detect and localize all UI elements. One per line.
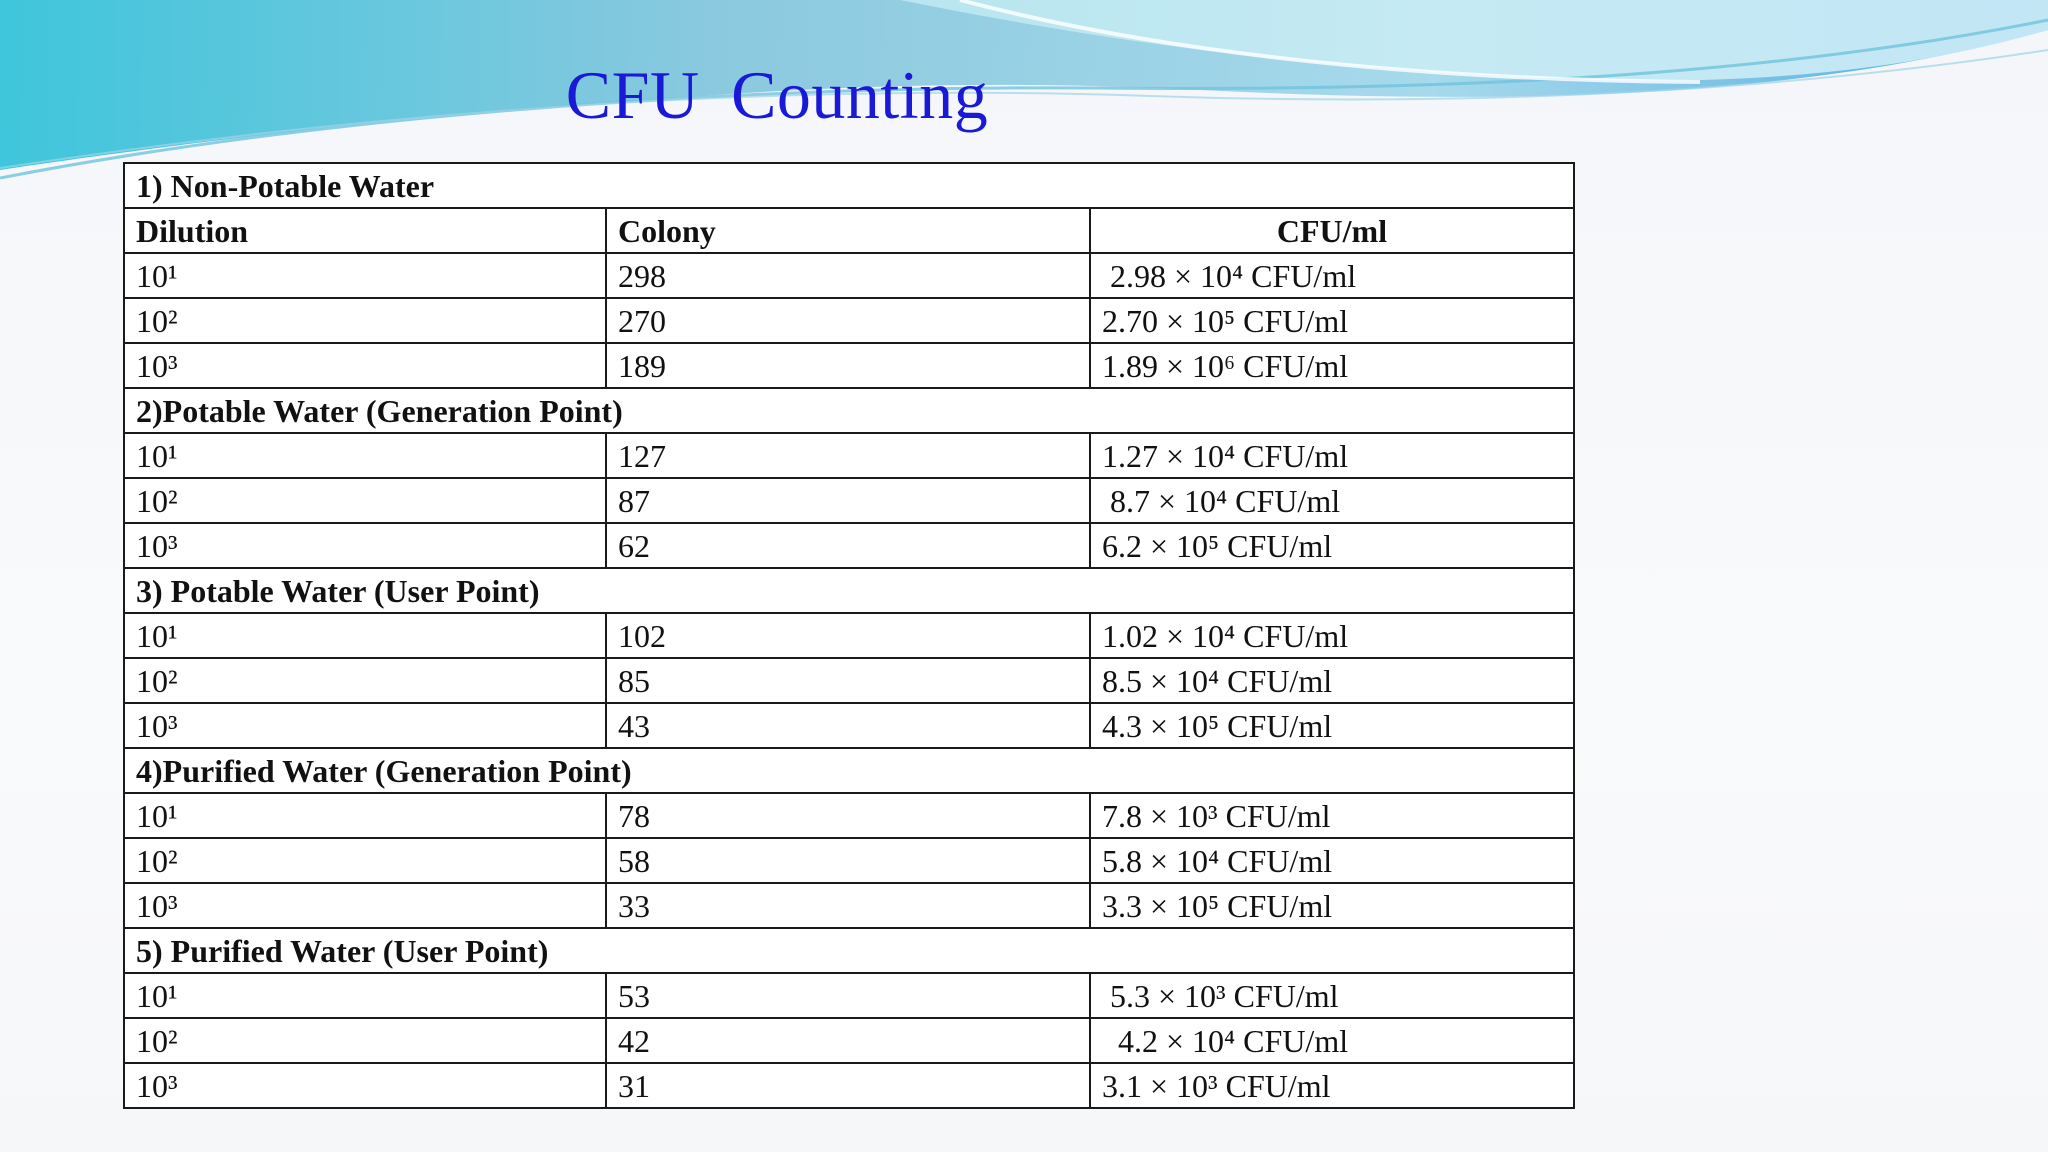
table-row — [124, 253, 1574, 298]
cfu-cell: 5.3 × 10³ CFU/ml — [1090, 973, 1574, 1018]
dilution-cell: 10² — [124, 298, 606, 343]
colony-cell: 127 — [606, 433, 1090, 478]
cfu-cell: 3.3 × 10⁵ CFU/ml — [1090, 883, 1574, 928]
header-cfu: CFU/ml — [1090, 208, 1574, 253]
dilution-cell: 10¹ — [124, 793, 606, 838]
colony-cell: 33 — [606, 883, 1090, 928]
dilution-cell: 10³ — [124, 1063, 606, 1108]
cfu-cell: 4.3 × 10⁵ CFU/ml — [1090, 703, 1574, 748]
dilution-cell: 10² — [124, 838, 606, 883]
cfu-cell: 1.89 × 10⁶ CFU/ml — [1090, 343, 1574, 388]
dilution-cell: 10² — [124, 658, 606, 703]
section-title: 4)Purified Water (Generation Point) — [124, 748, 1574, 793]
cfu-cell: 4.2 × 10⁴ CFU/ml — [1090, 1018, 1574, 1063]
table-row — [124, 658, 1574, 703]
cfu-cell: 7.8 × 10³ CFU/ml — [1090, 793, 1574, 838]
table-row — [124, 703, 1574, 748]
table-row — [124, 793, 1574, 838]
colony-cell: 87 — [606, 478, 1090, 523]
colony-cell: 62 — [606, 523, 1090, 568]
section-title: 2)Potable Water (Generation Point) — [124, 388, 1574, 433]
dilution-cell: 10³ — [124, 703, 606, 748]
section-row — [124, 388, 1574, 433]
section-row — [124, 163, 1574, 208]
dilution-cell: 10¹ — [124, 433, 606, 478]
cfu-table-container — [123, 162, 1575, 1109]
section-title: 1) Non-Potable Water — [124, 163, 1574, 208]
table-row — [124, 298, 1574, 343]
colony-cell: 43 — [606, 703, 1090, 748]
cfu-table-body — [124, 163, 1574, 1108]
dilution-cell: 10² — [124, 478, 606, 523]
table-row — [124, 433, 1574, 478]
cfu-cell: 1.02 × 10⁴ CFU/ml — [1090, 613, 1574, 658]
dilution-cell: 10¹ — [124, 613, 606, 658]
cfu-table — [123, 162, 1575, 1109]
colony-cell: 58 — [606, 838, 1090, 883]
colony-cell: 189 — [606, 343, 1090, 388]
header-dilution: Dilution — [124, 208, 606, 253]
header-colony: Colony — [606, 208, 1090, 253]
dilution-cell: 10³ — [124, 883, 606, 928]
section-row — [124, 748, 1574, 793]
dilution-cell: 10³ — [124, 343, 606, 388]
section-row — [124, 928, 1574, 973]
dilution-cell: 10² — [124, 1018, 606, 1063]
table-row — [124, 613, 1574, 658]
table-row — [124, 973, 1574, 1018]
cfu-cell: 2.70 × 10⁵ CFU/ml — [1090, 298, 1574, 343]
table-row — [124, 883, 1574, 928]
section-title: 5) Purified Water (User Point) — [124, 928, 1574, 973]
colony-cell: 31 — [606, 1063, 1090, 1108]
table-row — [124, 478, 1574, 523]
table-row — [124, 523, 1574, 568]
colony-cell: 42 — [606, 1018, 1090, 1063]
cfu-cell: 5.8 × 10⁴ CFU/ml — [1090, 838, 1574, 883]
cfu-cell: 8.7 × 10⁴ CFU/ml — [1090, 478, 1574, 523]
section-title: 3) Potable Water (User Point) — [124, 568, 1574, 613]
colony-cell: 102 — [606, 613, 1090, 658]
cfu-cell: 2.98 × 10⁴ CFU/ml — [1090, 253, 1574, 298]
table-row — [124, 1063, 1574, 1108]
section-row — [124, 568, 1574, 613]
colony-cell: 78 — [606, 793, 1090, 838]
cfu-cell: 6.2 × 10⁵ CFU/ml — [1090, 523, 1574, 568]
cfu-cell: 8.5 × 10⁴ CFU/ml — [1090, 658, 1574, 703]
dilution-cell: 10¹ — [124, 973, 606, 1018]
colony-cell: 53 — [606, 973, 1090, 1018]
colony-cell: 270 — [606, 298, 1090, 343]
colony-cell: 85 — [606, 658, 1090, 703]
dilution-cell: 10¹ — [124, 253, 606, 298]
slide-title: CFU Counting — [565, 57, 989, 133]
cfu-cell: 3.1 × 10³ CFU/ml — [1090, 1063, 1574, 1108]
colony-cell: 298 — [606, 253, 1090, 298]
table-row — [124, 838, 1574, 883]
dilution-cell: 10³ — [124, 523, 606, 568]
table-row — [124, 1018, 1574, 1063]
table-row — [124, 343, 1574, 388]
header-row — [124, 208, 1574, 253]
cfu-cell: 1.27 × 10⁴ CFU/ml — [1090, 433, 1574, 478]
